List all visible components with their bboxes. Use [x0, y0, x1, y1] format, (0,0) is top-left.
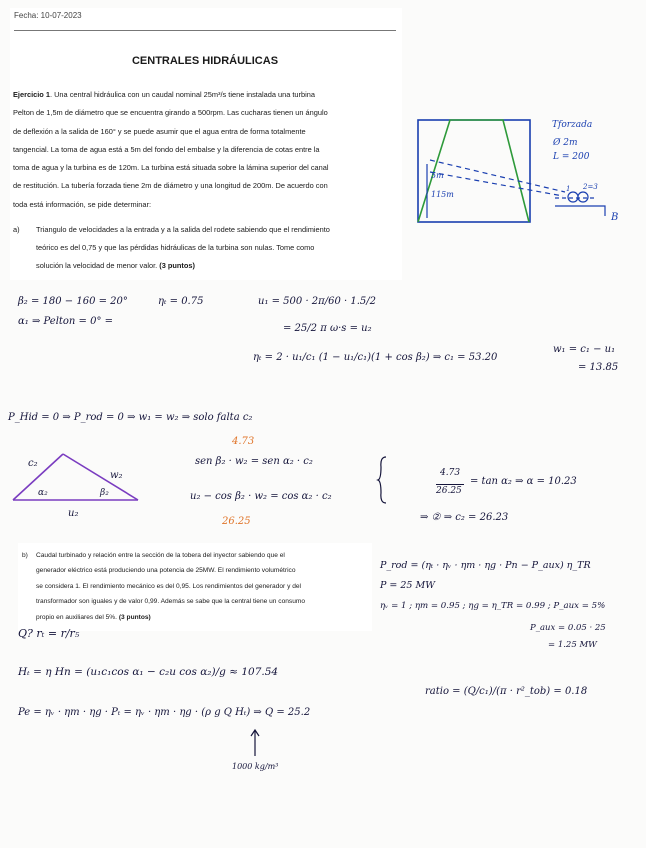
div-line	[436, 484, 464, 485]
sketch-label-115m: 115m	[431, 190, 454, 199]
note-p25: P = 25 MW	[380, 580, 435, 591]
note-u1-b: = 25/2 π ω·s = u₂	[283, 323, 372, 334]
triangle-label-alpha2: α₂	[38, 488, 48, 498]
header-rule	[14, 30, 396, 31]
triangle-label-u2: u₂	[68, 508, 79, 519]
exercise-text: Ejercicio 1. Una central hidráulica con un caudal nominal 25m³/s tiene instalada una turbina Pelton de 1,5m de diámetro que se encuentra girando a 500rpm. Las cucharas tienen un ángulo de deflexión a la salida de 160° y se puede asumir que el agua entra de forma totalmente tangencial. La toma de agua está a 5m del fondo del embalse y la diferencia de cotas entre la toma de agua y la turbina es de 120m. La turbina está situada sobre la lámina superior del canal de restitución. La tubería forzada tiene 2m de diámetro y una longitud de 200m. De acuerdo con toda está información, se pide determinar:	[13, 90, 329, 209]
part-a-points: (3 puntos)	[159, 261, 195, 270]
note-paux-1: P_aux = 0.05 · 25	[530, 623, 606, 633]
note-alpha1: α₁ ⇒ Pelton = 0° =	[18, 316, 114, 327]
turbine-circle-1	[568, 192, 578, 202]
sketch-label-tforzada: Tforzada	[552, 120, 593, 130]
note-w1-a: w₁ = c₁ − u₁	[553, 344, 616, 355]
triangle-label-w2: w₂	[110, 470, 123, 481]
eq-top-value: 4.73	[232, 436, 255, 447]
triangle-label-c2: c₂	[28, 458, 38, 469]
note-etas: ηᵥ = 1 ; ηm = 0.95 ; ηg = η_TR = 0.99 ; P_aux = 5%	[380, 601, 606, 611]
page-title: CENTRALES HIDRÁULICAS	[131, 55, 279, 67]
sketch-label-diameter: Ø 2m	[553, 138, 578, 148]
note-eta-t: ηₜ = 0.75	[158, 296, 204, 307]
eq-2: u₂ − cos β₂ · w₂ = cos α₂ · c₂	[190, 491, 332, 502]
note-pe: Pe = ηᵥ · ηm · ηg · Pₜ = ηᵥ · ηm · ηg · (ρ g Q Hₜ) ⇒ Q = 25.2	[18, 707, 311, 718]
exercise-label: Ejercicio 1	[13, 90, 50, 99]
div-numerator: 4.73	[440, 468, 461, 478]
c2-result: ⇒ ② ⇒ c₂ = 26.23	[420, 512, 509, 523]
turbine-circle-2	[578, 192, 588, 202]
part-a: a) Triangulo de velocidades a la entrada y a la salida del rodete sabiendo que el rendimiento teórico es del 0,75 y que las pérdidas hidráulicas de la turbina son nulas. Tome como solución la velocidad de menor valor. (3 puntos)	[13, 225, 330, 270]
sketch-label-z2: 2=3	[583, 183, 598, 191]
note-beta2: β₂ = 180 − 160 = 20°	[18, 296, 128, 307]
sketch-label-length: L = 200	[553, 152, 590, 162]
brace	[378, 455, 388, 505]
note-q: Q? rₜ = r/r₅	[18, 627, 80, 640]
part-b: b) Caudal turbinado y relación entre la sección de la tobera del inyector sabiendo que el generador eléctrico está produciendo una potencia de 25MW. El rendimiento volumétrico se considera 1. El rendimiento mecánico es del 0,95. Los rendimientos del generador y del transformador son iguales y de valor 0,99. Además se sabe que la central tiene un consumo propio en auxiliares del 5%. (3 puntos)	[22, 552, 306, 621]
note-phyd: P_Hid = 0 ⇒ P_rod = 0 ⇒ w₁ = w₂ ⇒ solo falta c₂	[8, 412, 253, 423]
eq-bottom-value: 26.25	[222, 516, 251, 527]
div-denominator: 26.25	[436, 486, 462, 496]
note-prod: P_rod = (ηₜ · ηᵥ · ηm · ηg · Pn − P_aux) η_TR	[380, 560, 591, 571]
note-w1-b: = 13.85	[578, 362, 619, 373]
triangle-label-beta2: β₂	[100, 488, 109, 498]
sketch-label-b: B	[611, 212, 619, 223]
sketch-label-5m: 5m	[431, 171, 444, 180]
date-header: Fecha: 10-07-2023	[14, 11, 82, 20]
note-eta-eq: ηₜ = 2 · u₁/c₁ (1 − u₁/c₁)(1 + cos β₂) ⇒ c₁ = 53.20	[253, 352, 498, 363]
part-b-points: (3 puntos)	[118, 613, 151, 621]
note-paux-2: = 1.25 MW	[548, 640, 597, 650]
note-u1-a: u₁ = 500 · 2π/60 · 1.5/2	[258, 296, 377, 307]
velocity-triangle	[8, 448, 148, 508]
tailrace	[555, 206, 605, 216]
note-ratio: ratio = (Q/c₁)/(π · r²_tob) = 0.18	[425, 686, 588, 697]
tan-result: = tan α₂ ⇒ α = 10.23	[470, 476, 577, 487]
eq-1: sen β₂ · w₂ = sen α₂ · c₂	[195, 456, 313, 467]
note-ht: Hₜ = η Hn = (u₁c₁cos α₁ − c₂u cos α₂)/g ≈ 107.54	[18, 666, 279, 678]
sketch-label-z1: 1	[566, 185, 571, 193]
note-rho: 1000 kg/m³	[232, 762, 279, 771]
rho-arrow	[250, 728, 260, 758]
dam-sketch	[405, 100, 640, 240]
